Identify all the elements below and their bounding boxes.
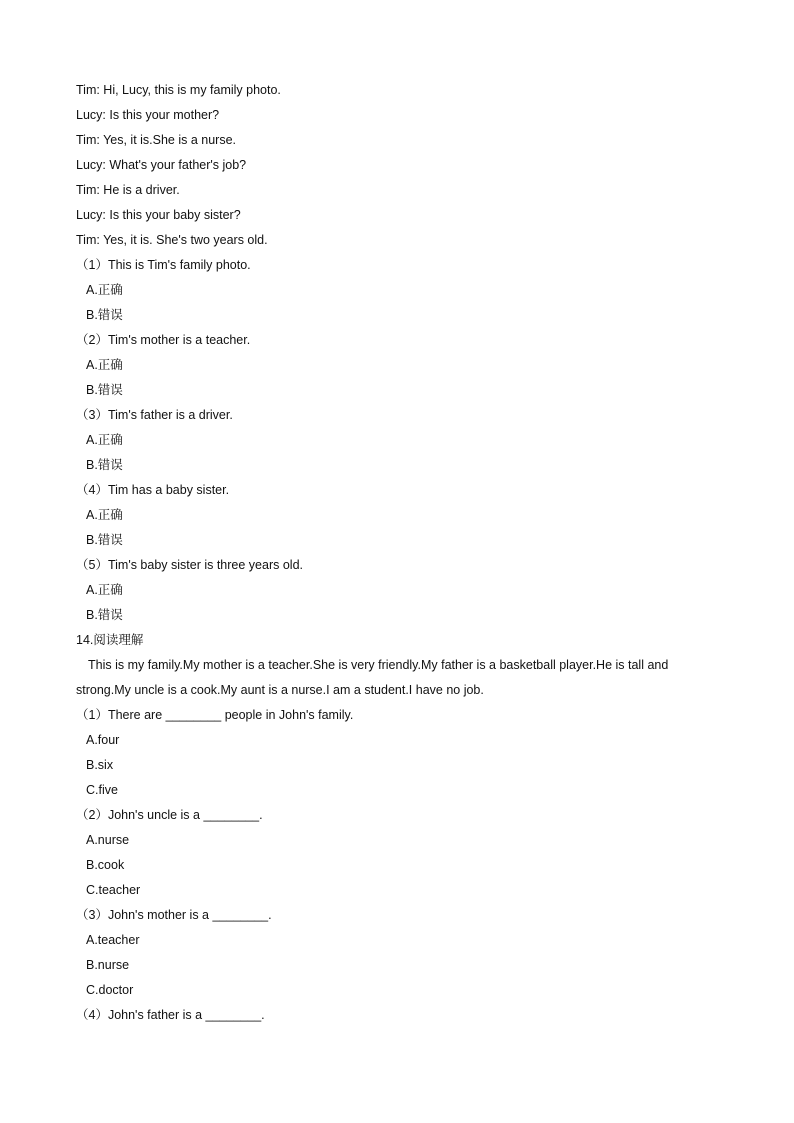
- dialogue-line: Tim: Yes, it is. She's two years old.: [76, 233, 268, 247]
- dialogue: [76, 78, 716, 253]
- question-stem: （3）Tim's father is a driver.: [76, 408, 233, 422]
- option-c[interactable]: C.doctor: [86, 983, 134, 997]
- section-title: 14.阅读理解: [76, 633, 144, 647]
- option-b[interactable]: B.错误: [86, 608, 123, 622]
- question-stem: （2）John's uncle is a ________.: [76, 808, 263, 822]
- option-b[interactable]: B.nurse: [86, 958, 130, 972]
- dialogue-line: Tim: He is a driver.: [76, 183, 180, 197]
- option-a[interactable]: A.正确: [86, 583, 123, 597]
- question-stem: （1）This is Tim's family photo.: [76, 258, 251, 272]
- dialogue-line: Tim: Yes, it is.She is a nurse.: [76, 133, 237, 147]
- option-b[interactable]: B.错误: [86, 308, 123, 322]
- option-b[interactable]: B.错误: [86, 533, 123, 547]
- dialogue-line: Lucy: What's your father's job?: [76, 158, 247, 172]
- dialogue-line: Tim: Hi, Lucy, this is my family photo.: [76, 83, 281, 97]
- option-a[interactable]: A.正确: [86, 358, 123, 372]
- question-stem: （4）Tim has a baby sister.: [76, 483, 230, 497]
- option-c[interactable]: C.five: [86, 783, 118, 797]
- passage-text: This is my family.My mother is a teacher.She is very friendly.My father is a basketball player.He is tall and strong.My uncle is a cook.My aunt is a nurse.I am a student.I have no job.: [76, 658, 669, 697]
- dialogue-line: Lucy: Is this your baby sister?: [76, 208, 241, 222]
- option-a[interactable]: A.nurse: [86, 833, 130, 847]
- question-stem: （2）Tim's mother is a teacher.: [76, 333, 251, 347]
- section-14: [76, 628, 716, 1028]
- question-stem: （4）John's father is a ________.: [76, 1008, 265, 1022]
- option-b[interactable]: B.错误: [86, 383, 123, 397]
- option-a[interactable]: A.正确: [86, 508, 123, 522]
- question-stem: （5）Tim's baby sister is three years old.: [76, 558, 303, 572]
- option-b[interactable]: B.错误: [86, 458, 123, 472]
- option-b[interactable]: B.cook: [86, 858, 125, 872]
- option-a[interactable]: A.teacher: [86, 933, 140, 947]
- question-stem: （1）There are ________ people in John's family.: [76, 708, 354, 722]
- reading-passage: [76, 653, 716, 703]
- option-a[interactable]: A.four: [86, 733, 120, 747]
- option-b[interactable]: B.six: [86, 758, 114, 772]
- true-false-questions: [76, 253, 716, 628]
- option-c[interactable]: C.teacher: [86, 883, 141, 897]
- document-page: [76, 78, 716, 1028]
- option-a[interactable]: A.正确: [86, 433, 123, 447]
- option-a[interactable]: A.正确: [86, 283, 123, 297]
- dialogue-line: Lucy: Is this your mother?: [76, 108, 220, 122]
- question-stem: （3）John's mother is a ________.: [76, 908, 272, 922]
